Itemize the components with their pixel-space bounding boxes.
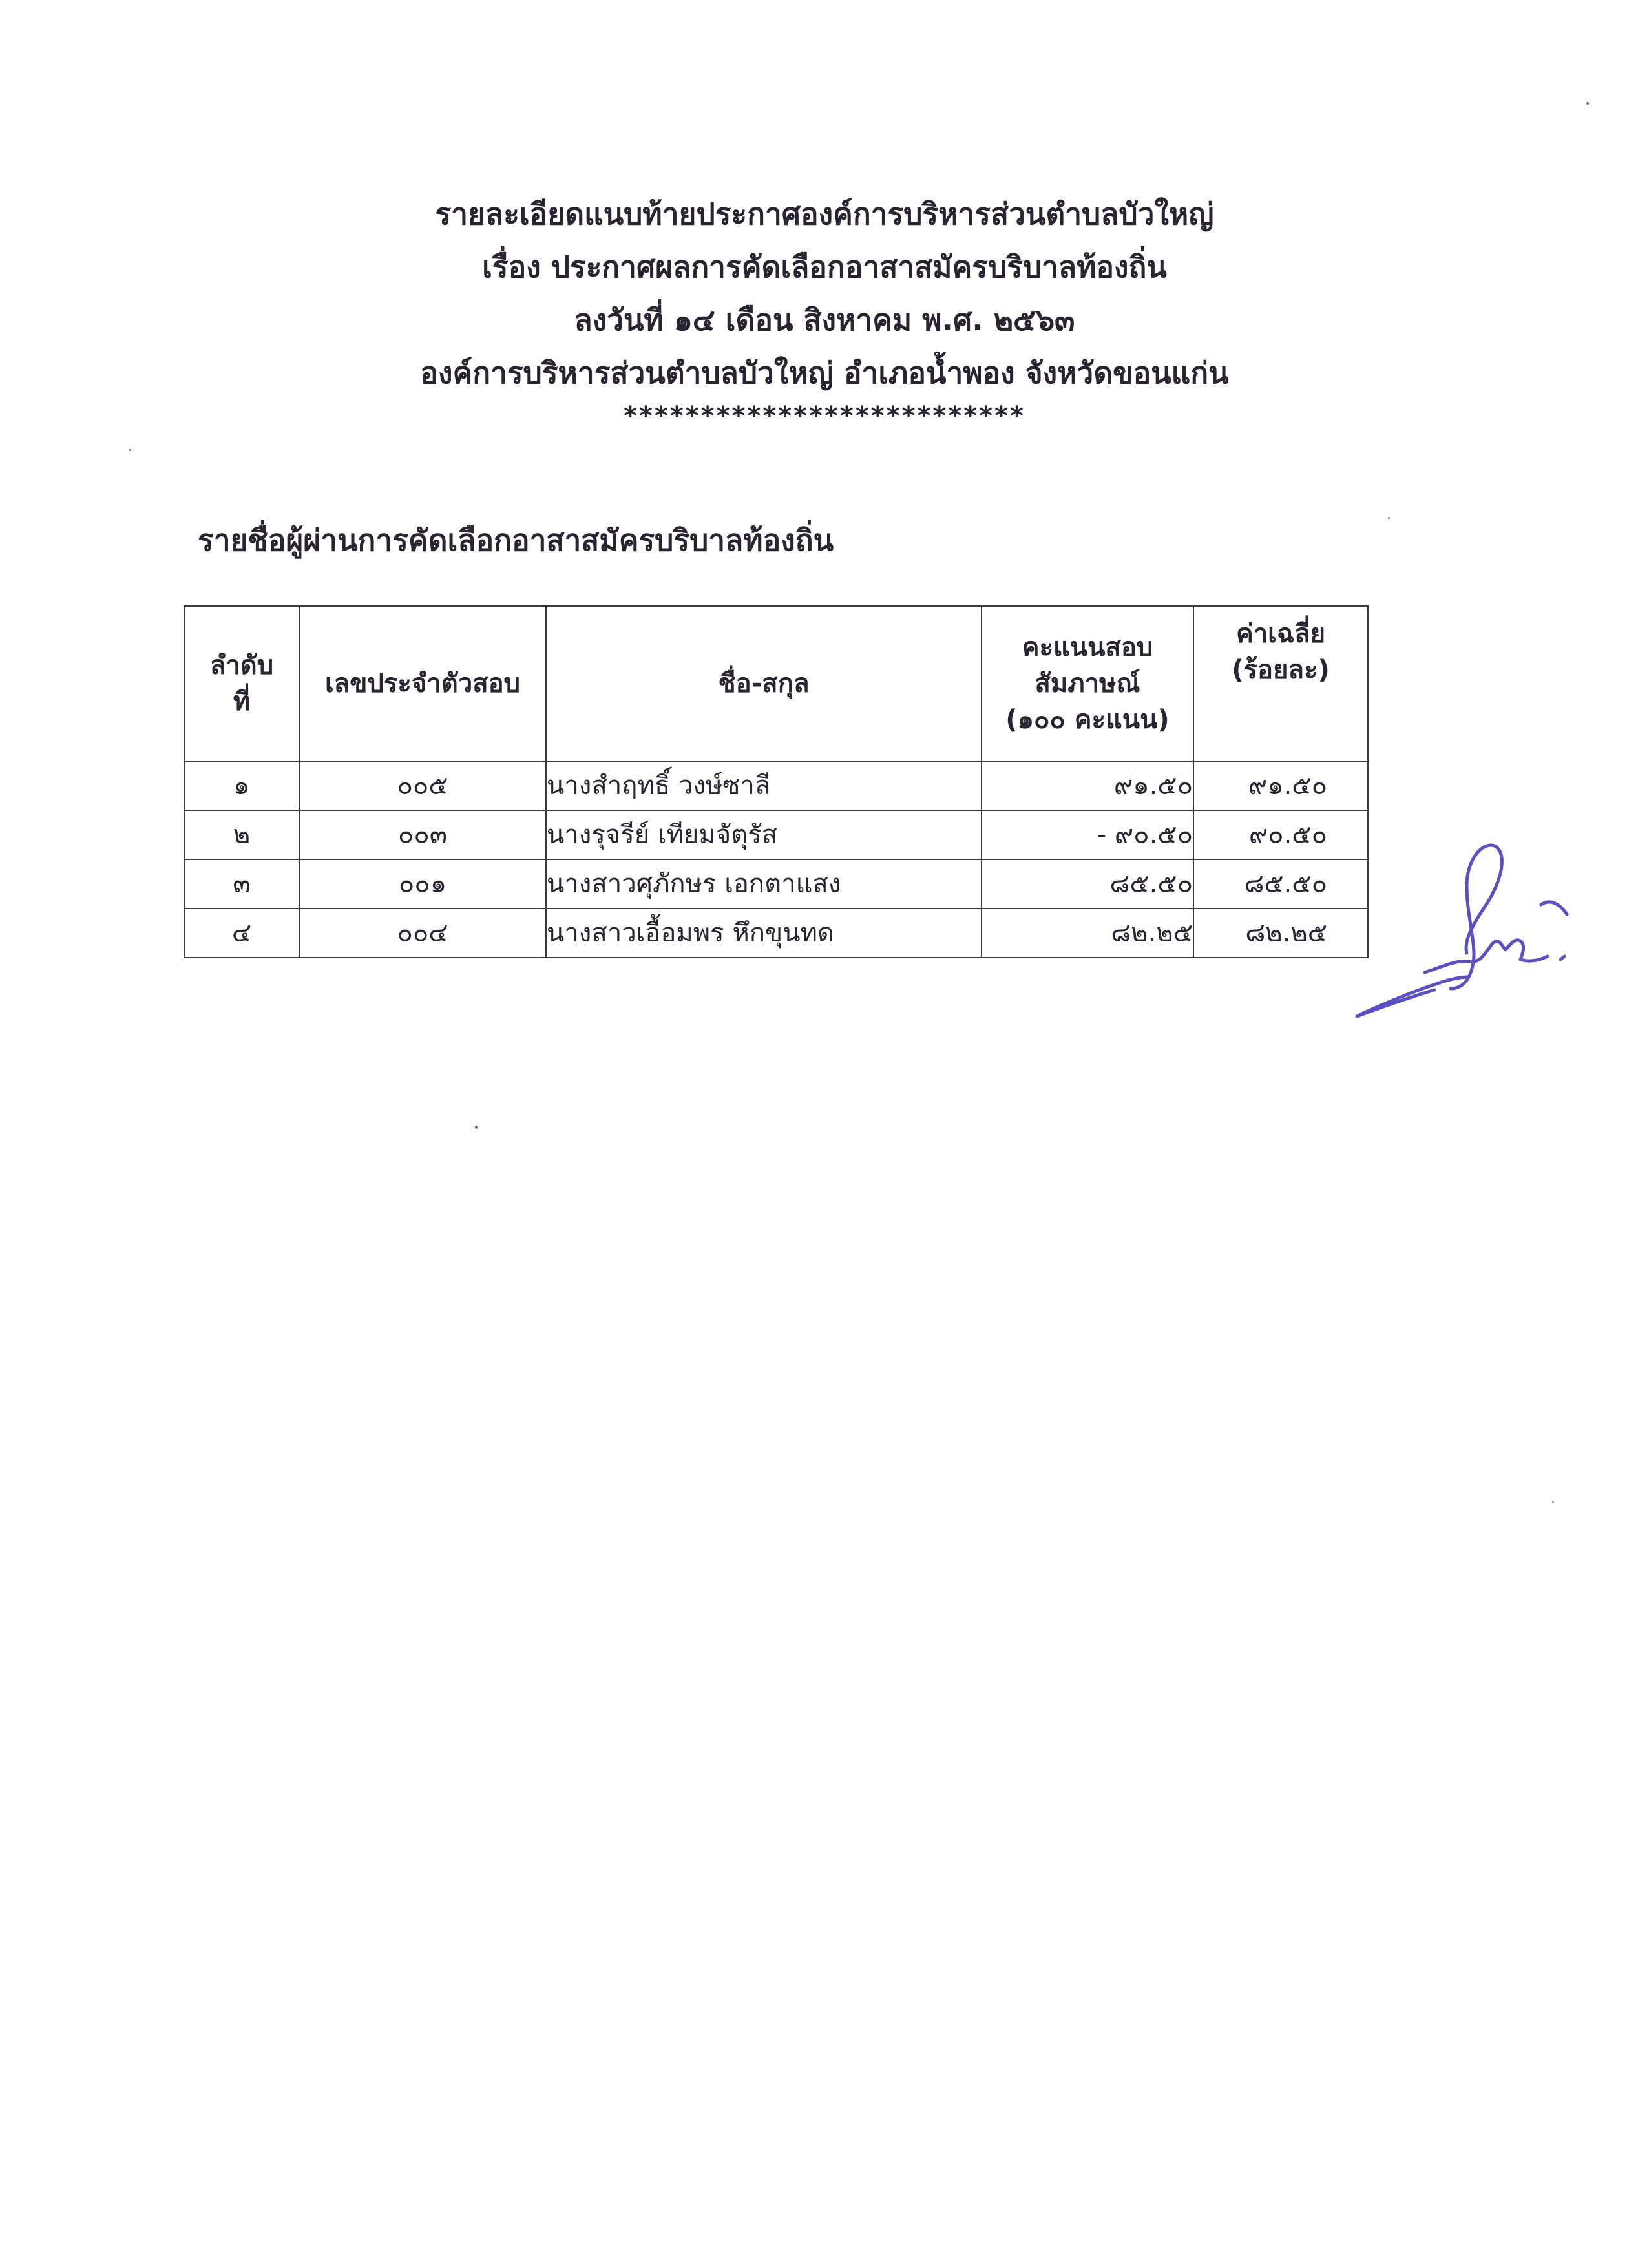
cell-name: นางรุจรีย์ เทียมจัตุรัส [546, 810, 982, 859]
header-average-line2: (ร้อยละ) [1232, 655, 1330, 685]
scan-speck [1388, 517, 1390, 519]
cell-name: นางสำฤทธิ์ วงษ์ซาลี [546, 761, 982, 810]
cell-average: ๙๐.๕๐ [1193, 810, 1368, 859]
table-row [184, 810, 1368, 859]
cell-average: ๙๑.๕๐ [1193, 761, 1368, 810]
cell-exam-id: ๐๐๓ [299, 810, 546, 859]
header-organization: องค์การบริหารส่วนตำบลบัวใหญ่ อำเภอน้ำพอง จังหวัดขอนแก่น [420, 355, 1229, 390]
signature [1347, 834, 1580, 1021]
cell-score: ๘๒.๒๕ [982, 908, 1193, 958]
header-score [982, 606, 1193, 761]
table-row [184, 761, 1368, 810]
results-table [184, 605, 1369, 958]
header-order-line1: ลำดับ [209, 651, 274, 680]
header-subject: เรื่อง ประกาศผลการคัดเลือกอาสาสมัครบริบาลท้องถิ่น [482, 249, 1167, 284]
cell-order: ๔ [184, 908, 299, 958]
header-exam-id [299, 606, 546, 761]
header-average [1193, 606, 1368, 761]
cell-name: นางสาวเอื้อมพร หึกขุนทด [546, 908, 982, 958]
scan-speck [1586, 102, 1589, 105]
table-row [184, 908, 1368, 958]
cell-exam-id: ๐๐๕ [299, 761, 546, 810]
scan-speck [475, 1126, 478, 1129]
header-average-line1: ค่าเฉลี่ย [1235, 619, 1326, 649]
cell-order: ๓ [184, 859, 299, 908]
table-header-row [184, 606, 1368, 761]
scan-speck [129, 449, 131, 451]
scan-speck [1552, 1501, 1554, 1503]
header-name-label: ชื่อ-สกุล [718, 669, 810, 698]
cell-score: - ๙๐.๕๐ [982, 810, 1193, 859]
cell-average: ๘๕.๕๐ [1193, 859, 1368, 908]
header-score-line3: (๑๐๐ คะแนน) [1005, 705, 1170, 735]
document-header [0, 187, 1649, 433]
section-title: รายชื่อผู้ผ่านการคัดเลือกอาสาสมัครบริบาลท้องถิ่น [198, 523, 834, 558]
cell-exam-id: ๐๐๔ [299, 908, 546, 958]
header-order-line2: ที่ [233, 687, 251, 717]
header-title: รายละเอียดแนบท้ายประกาศองค์การบริหารส่วนตำบลบัวใหญ่ [435, 196, 1214, 231]
header-date: ลงวันที่ ๑๔ เดือน สิงหาคม พ.ศ. ๒๕๖๓ [574, 302, 1075, 337]
header-name [546, 606, 982, 761]
header-exam-id-label: เลขประจำตัวสอบ [324, 669, 521, 698]
header-score-line1: คะแนนสอบ [1022, 633, 1153, 662]
cell-name: นางสาวศุภักษร เอกตาแสง [546, 859, 982, 908]
cell-order: ๒ [184, 810, 299, 859]
header-score-line2: สัมภาษณ์ [1035, 669, 1140, 698]
header-divider: ************************** [624, 401, 1025, 431]
cell-score: ๙๑.๕๐ [982, 761, 1193, 810]
cell-score: ๘๕.๕๐ [982, 859, 1193, 908]
cell-order: ๑ [184, 761, 299, 810]
cell-exam-id: ๐๐๑ [299, 859, 546, 908]
header-order [184, 606, 299, 761]
table-row [184, 859, 1368, 908]
cell-average: ๘๒.๒๕ [1193, 908, 1368, 958]
